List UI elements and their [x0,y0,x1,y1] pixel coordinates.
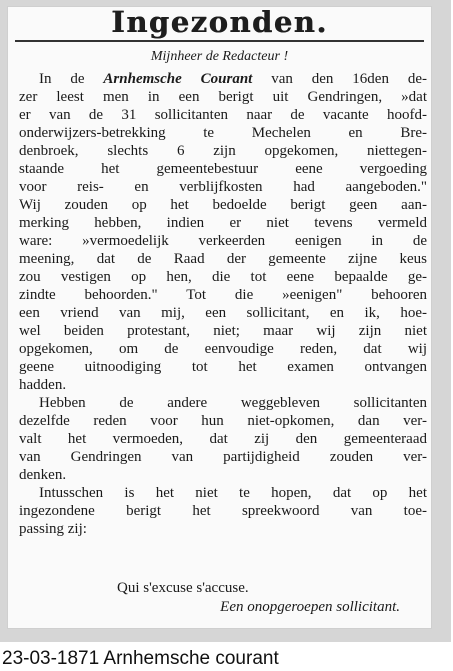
text-line: onderwijzers-betrekking te Mechelen en Bre- [19,125,427,141]
proverb-quote: Qui s'excuse s'accuse. [117,580,249,596]
text-line: een vriend van mij, een sollicitant, en ik, hoe- [19,305,427,321]
text-line: ware: »vermoedelijk verkeerden eenigen in de [19,233,427,249]
text-line: passing zij: [19,521,87,537]
text-line: In de Arnhemsche Courant van den 16den de- [39,71,427,87]
text-line: denbroek, slechts 6 zijn opgekomen, niettegen- [19,143,427,159]
text-line: dezelfde reden voor hun niet-opkomen, dan ver- [19,413,427,429]
newspaper-clipping [7,6,432,629]
text-line: voor reis- en verblijfkosten had aangeboden." [19,179,427,195]
text-line: opgekomen, om de eenvoudige reden, dat wij [19,341,427,357]
text-line: merking hebben, indien er niet tevens vermeld [19,215,427,231]
text-line: staande het gemeentebestuur eene vergoeding [19,161,427,177]
text-line: wel beiden protestant, niet; maar wij zijn niet [19,323,427,339]
text-line: meening, dat de Raad der gemeente zijne keus [19,251,427,267]
text-line: zer leest men in een berigt uit Gendringen, »dat [19,89,427,105]
clipping-heading: Ingezonden. [111,6,328,39]
text-line: Intusschen is het niet te hopen, dat op het [39,485,427,501]
letter-body [19,70,427,538]
text-line: Hebben de andere weggebleven sollicitanten [39,395,427,411]
text-line: denken. [19,467,67,483]
text-line: ingezondene berigt het spreekwoord van toe- [19,503,427,519]
text-line: geene uitnoodiging tot het examen ontvangen [19,359,427,375]
text-line: zou vestigen op hen, die tot eene bepaalde ge- [19,269,427,285]
text-line: hadden. [19,377,67,393]
newspaper-name: Arnhemsche Courant [103,71,253,87]
text-line: van Gendringen van partijdigheid zouden ver- [19,449,427,465]
heading-rule [15,40,424,42]
source-caption: 23-03-1871 Arnhemsche courant [2,648,279,669]
text-line: zindte behoorden." Tot die »eenigen" behooren [19,287,427,303]
signature: Een onopgeroepen sollicitant. [220,599,400,615]
text-line: Wij zouden op het bedoelde berigt geen aan- [19,197,427,213]
salutation: Mijnheer de Redacteur ! [150,49,289,64]
text-line: valt het vermoeden, dat zij den gemeenteraad [19,431,427,447]
text-line: er van de 31 sollicitanten naar de vacante hoofd- [19,107,427,123]
